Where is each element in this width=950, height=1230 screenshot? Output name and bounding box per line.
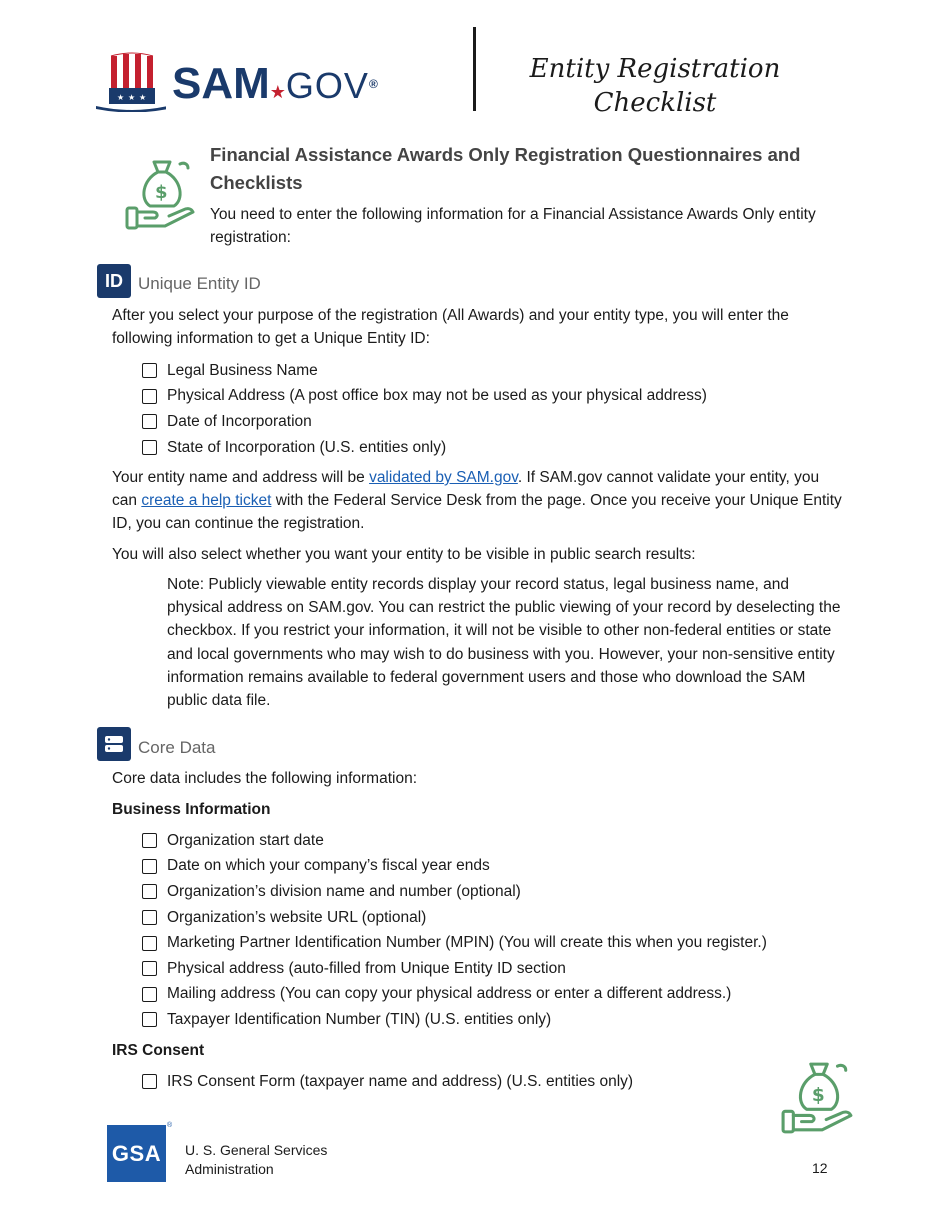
svg-text:★: ★	[117, 93, 125, 102]
checklist-item[interactable]	[142, 384, 862, 410]
agency-line2: Administration	[185, 1161, 274, 1177]
checkbox[interactable]	[142, 859, 157, 874]
checklist-item[interactable]	[142, 879, 862, 905]
agency-line1: U. S. General Services	[185, 1142, 328, 1158]
logo-wordmark	[172, 60, 378, 116]
server-glyph	[104, 735, 124, 753]
checklist-item-label: IRS Consent Form (taxpayer name and address) (U.S. entities only)	[167, 1072, 634, 1090]
page-title-line1: Entity Registration	[529, 54, 781, 84]
id-badge-icon	[97, 264, 131, 298]
id-badge-label: ID	[105, 270, 123, 291]
gsa-registered: ®	[167, 1122, 173, 1129]
logo-gov: GOV	[285, 65, 369, 106]
money-bag-hand-icon	[124, 158, 198, 232]
checkbox[interactable]	[142, 1074, 157, 1089]
visibility-note: Note: Publicly viewable entity records display your record status, legal business name, and physical address on SAM.gov. You can restrict the public viewing of your record by deselecting the checkbox. If you restrict your information, it will not be visible to other non-federal entities or state and local governments who may wish to do business with you. However, your non-sensitive entity information remains available to federal government users and those who download the SAM public data file.	[167, 576, 841, 710]
checkbox[interactable]	[142, 1012, 157, 1027]
checklist-item-label: Date of Incorporation	[167, 412, 312, 430]
checklist-item-label: Mailing address (You can copy your physical address or enter a different address.)	[167, 985, 732, 1003]
checklist-item-label: State of Incorporation (U.S. entities only)	[167, 438, 447, 456]
checkbox[interactable]	[142, 884, 157, 899]
checklist-item-label: Physical Address (A post office box may not be used as your physical address)	[167, 387, 707, 405]
checklist-item[interactable]	[142, 905, 862, 931]
irs-checklist	[142, 1069, 862, 1095]
checkbox[interactable]	[142, 936, 157, 951]
uncle-sam-hat-icon	[96, 52, 166, 112]
checkbox[interactable]	[142, 833, 157, 848]
checklist-item-label: Marketing Partner Identification Number (MPIN) (You will create this when you register.)	[167, 934, 767, 952]
checklist-item[interactable]	[142, 409, 862, 435]
checklist-item[interactable]	[142, 1069, 862, 1095]
gsa-logo: GSA	[107, 1125, 166, 1182]
validation-text-2: . If SAM.gov cannot validate your entity, you can	[112, 469, 820, 509]
core-intro: Core data includes the following information:	[112, 770, 418, 787]
header-divider	[473, 27, 476, 111]
checkbox[interactable]	[142, 389, 157, 404]
uei-checklist	[142, 358, 862, 460]
checkbox[interactable]	[142, 910, 157, 925]
logo-star-icon: ★	[269, 82, 286, 102]
svg-text:★: ★	[128, 93, 136, 102]
checklist-item[interactable]	[142, 828, 862, 854]
checklist-item[interactable]	[142, 854, 862, 880]
logo-sam: SAM	[172, 59, 270, 108]
page-number: 12	[812, 1160, 828, 1176]
checklist-item[interactable]	[142, 358, 862, 384]
intro-text: You need to enter the following information for a Financial Assistance Awards Only entity registration:	[210, 206, 816, 246]
validated-by-sam-link[interactable]: validated by SAM.gov	[369, 469, 518, 486]
validation-text-1: Your entity name and address will be	[112, 469, 370, 486]
checkbox[interactable]	[142, 987, 157, 1002]
business-info-heading: Business Information	[112, 801, 271, 818]
checklist-item-label: Physical address (auto-filled from Unique Entity ID section	[167, 959, 566, 977]
svg-text:$: $	[155, 182, 168, 203]
validation-text-3: with the Federal Service Desk from the page. Once you receive your Unique Entity ID, you can continue the registration.	[112, 492, 842, 532]
irs-consent-heading: IRS Consent	[112, 1042, 205, 1059]
agency-name	[185, 1141, 327, 1179]
page-title-line2: Checklist	[593, 88, 717, 118]
checklist-item[interactable]	[142, 930, 862, 956]
business-checklist	[142, 828, 862, 1033]
uei-section-title: Unique Entity ID	[138, 274, 261, 293]
svg-text:$: $	[811, 1085, 825, 1107]
checklist-item[interactable]	[142, 956, 862, 982]
checkbox[interactable]	[142, 440, 157, 455]
checklist-item-label: Date on which your company’s fiscal year ends	[167, 857, 490, 875]
checklist-item[interactable]	[142, 435, 862, 461]
checkbox[interactable]	[142, 414, 157, 429]
checklist-item-label: Legal Business Name	[167, 361, 318, 379]
checklist-item-label: Organization’s division name and number (optional)	[167, 882, 521, 900]
checkbox[interactable]	[142, 961, 157, 976]
visibility-paragraph: You will also select whether you want your entity to be visible in public search results:	[112, 546, 696, 563]
intro-heading: Financial Assistance Awards Only Registration Questionnaires and Checklists	[210, 144, 801, 193]
checklist-item-label: Organization start date	[167, 831, 324, 849]
checkbox[interactable]	[142, 363, 157, 378]
page-title	[520, 52, 790, 120]
checklist-item-label: Taxpayer Identification Number (TIN) (U.S. entities only)	[167, 1010, 552, 1028]
create-help-ticket-link[interactable]: create a help ticket	[141, 492, 272, 509]
checklist-item-label: Organization’s website URL (optional)	[167, 908, 427, 926]
money-bag-hand-icon	[780, 1060, 856, 1136]
svg-text:★: ★	[139, 93, 147, 102]
logo-registered: ®	[368, 77, 378, 91]
validation-paragraph	[112, 466, 842, 535]
core-section-title: Core Data	[138, 738, 216, 757]
server-icon	[97, 727, 131, 761]
uei-intro: After you select your purpose of the registration (All Awards) and your entity type, you will enter the following information to get a Unique Entity ID:	[112, 307, 789, 347]
checklist-item[interactable]	[142, 1007, 862, 1033]
checklist-item[interactable]	[142, 982, 862, 1008]
sam-gov-logo	[96, 52, 376, 112]
